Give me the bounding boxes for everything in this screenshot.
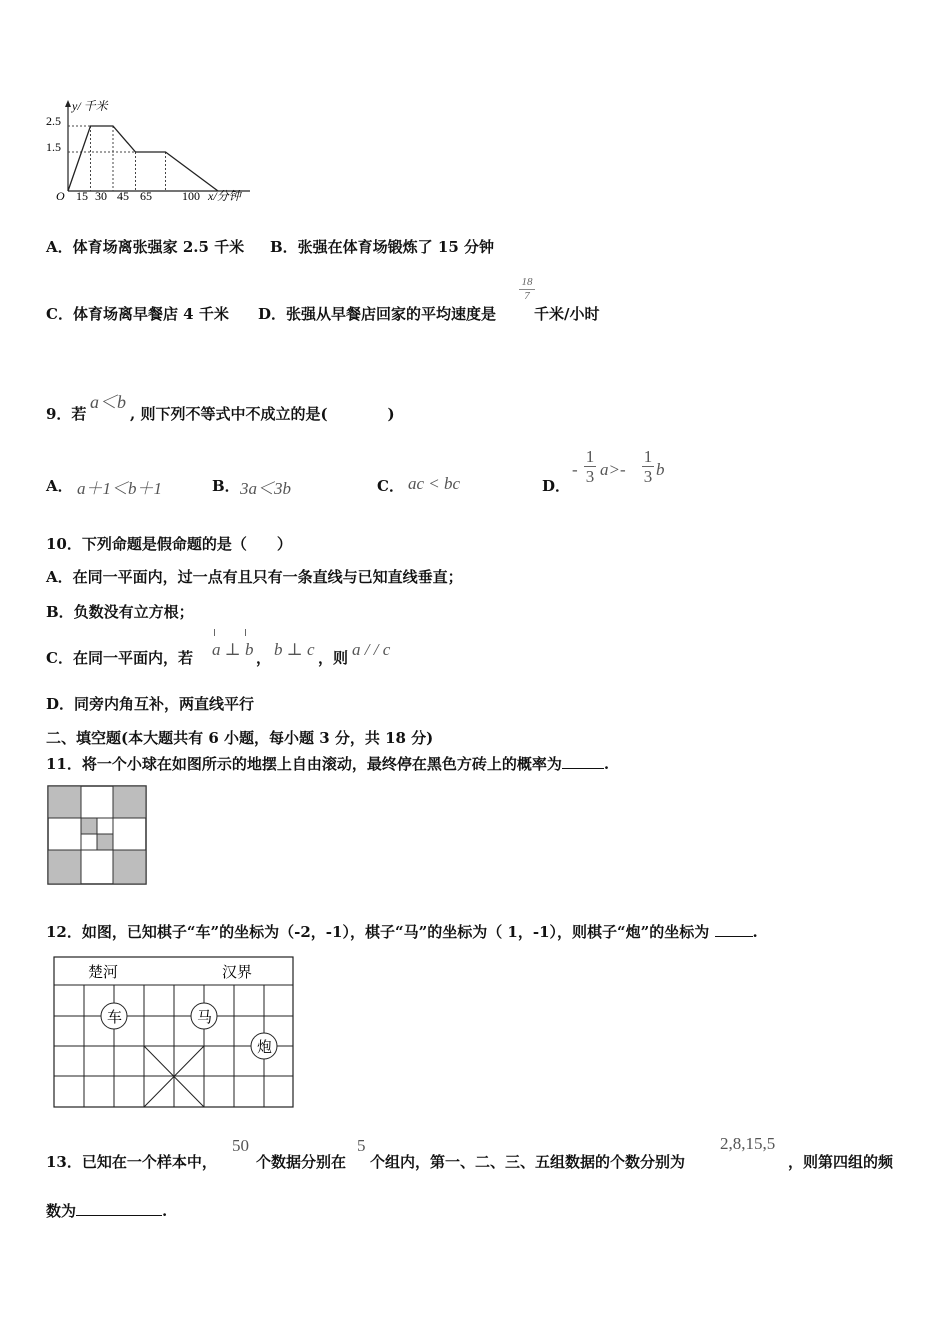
section-heading: 二、填空题(本大题共有 6 小题，每小题 3 分，共 18 分): [46, 729, 434, 747]
piece-label-che: 车: [107, 1010, 123, 1026]
fraction-numerator: 1: [643, 447, 653, 466]
q9-number: [46, 403, 86, 424]
piece-label-ma: 马: [197, 1010, 213, 1026]
q8-option-d: [258, 303, 496, 324]
q13-n5: 5: [357, 1136, 366, 1155]
d-middle: a>-: [600, 460, 626, 479]
x-tick-label: 45: [117, 189, 129, 203]
q11-text: [46, 753, 609, 774]
y-axis-arrow-icon: [65, 100, 71, 107]
q10-option-d: D．同旁内角互补，两直线平行: [46, 695, 255, 713]
q9-condition: a＜b: [90, 392, 126, 412]
fraction-denominator: 3: [585, 467, 595, 486]
q8-option-b: B．张强在体育场锻炼了 15 分钟: [270, 238, 494, 256]
fraction-denominator: 3: [643, 467, 653, 486]
q11-end: .: [603, 755, 610, 773]
vector-mark: [214, 629, 215, 636]
black-tile: [113, 786, 146, 818]
answer-blank[interactable]: [76, 1215, 162, 1216]
q13-list: 2,8,15,5: [720, 1134, 776, 1153]
y-axis-label: y/ 千米: [72, 99, 108, 113]
q13-part1: 13．已知在一个样本中，: [46, 1153, 217, 1171]
black-tile: [48, 786, 81, 818]
q12-end: .: [752, 923, 758, 941]
q13-part2: 个数据分别在: [256, 1153, 347, 1171]
q11-stem: 11．将一个小球在如图所示的地摆上自由滚动，最终停在黑色方砖上的概率为: [46, 755, 562, 773]
q9-d-label: D．: [542, 477, 571, 495]
q8-option-a: A．体育场离张强家 2.5 千米: [46, 238, 245, 256]
q10-c-ab: a ⊥ b: [212, 640, 254, 659]
fraction-denominator: 7: [524, 290, 530, 302]
q10-c-ac: a / / c: [352, 640, 391, 659]
q12-text: [46, 921, 758, 942]
distance-time-graph: [40, 96, 255, 212]
d-b: b: [656, 460, 665, 479]
q12-stem: 12．如图，已知棋子“车”的坐标为（-2，-1），棋子“马”的坐标为（ 1，-1），则棋子“炮”的坐标为: [46, 923, 710, 941]
q8-option-d-unit: 千米/小时: [534, 305, 600, 323]
q9-b-label: B．: [212, 477, 240, 495]
x-tick-label: 30: [95, 189, 107, 203]
q9-c-expr: ac < bc: [408, 474, 461, 493]
x-axis-label: x/分钟: [208, 189, 241, 203]
river-label-left: 楚河: [88, 965, 119, 981]
q10-option-b: B．负数没有立方根；: [46, 603, 194, 621]
q10-c-bc: b ⊥ c: [274, 640, 315, 659]
minus-sign: -: [572, 460, 578, 479]
chess-board-figure: [50, 955, 298, 1111]
q9-b-expr: 3a＜3b: [240, 479, 291, 498]
y-tick-label: 1.5: [46, 140, 61, 154]
q13-end: .: [162, 1202, 168, 1220]
q13-part4: ，则第四组的频: [788, 1153, 894, 1171]
q9-a-expr: a＋1＜b＋1: [77, 479, 162, 498]
q9-stem: , 则下列不等式中不成立的是( ): [130, 405, 395, 423]
fraction: [642, 448, 654, 487]
x-tick-label: 65: [140, 189, 152, 203]
black-tile: [113, 850, 146, 884]
q10-c-then: ，则: [318, 649, 349, 667]
answer-blank[interactable]: [715, 936, 753, 937]
x-tick-label: 100: [182, 189, 200, 203]
q10-option-a: A．在同一平面内，过一点有且只有一条直线与已知直线垂直；: [46, 568, 463, 586]
fraction-numerator: 1: [585, 447, 595, 466]
q13-line2-text: 数为: [46, 1202, 77, 1220]
q13-n50: 50: [232, 1136, 249, 1155]
q8-option-c: C．体育场离早餐店 4 千米: [46, 305, 229, 323]
river-label-right: 汉界: [222, 965, 253, 981]
q9-c-label: C．: [377, 477, 404, 495]
q8-speed-fraction: [519, 276, 535, 303]
q10-c-comma: ，: [256, 649, 272, 667]
y-tick-label: 2.5: [46, 114, 61, 128]
q9-prefix: 9．若: [46, 405, 87, 423]
floor-tile-figure: [46, 785, 148, 887]
q10-option-c-prefix: C．在同一平面内，若: [46, 649, 193, 667]
q13-part3: 个组内，第一、二、三、五组数据的个数分别为: [370, 1153, 686, 1171]
black-tile: [81, 818, 97, 834]
q9-a-label: A．: [46, 477, 73, 495]
piece-label-pao: 炮: [257, 1040, 273, 1056]
x-tick-label: 15: [76, 189, 88, 203]
q13-line2: [46, 1200, 167, 1221]
fraction: [584, 448, 596, 487]
black-tile: [97, 834, 113, 850]
fraction-numerator: 18: [519, 276, 535, 290]
black-tile: [48, 850, 81, 884]
answer-blank[interactable]: [562, 768, 604, 769]
origin-label: O: [56, 189, 65, 203]
vector-mark: [245, 629, 246, 636]
q8-option-d-text: D．张强从早餐店回家的平均速度是: [258, 305, 497, 323]
q10-title: 10．下列命题是假命题的是（ ）: [46, 535, 292, 553]
